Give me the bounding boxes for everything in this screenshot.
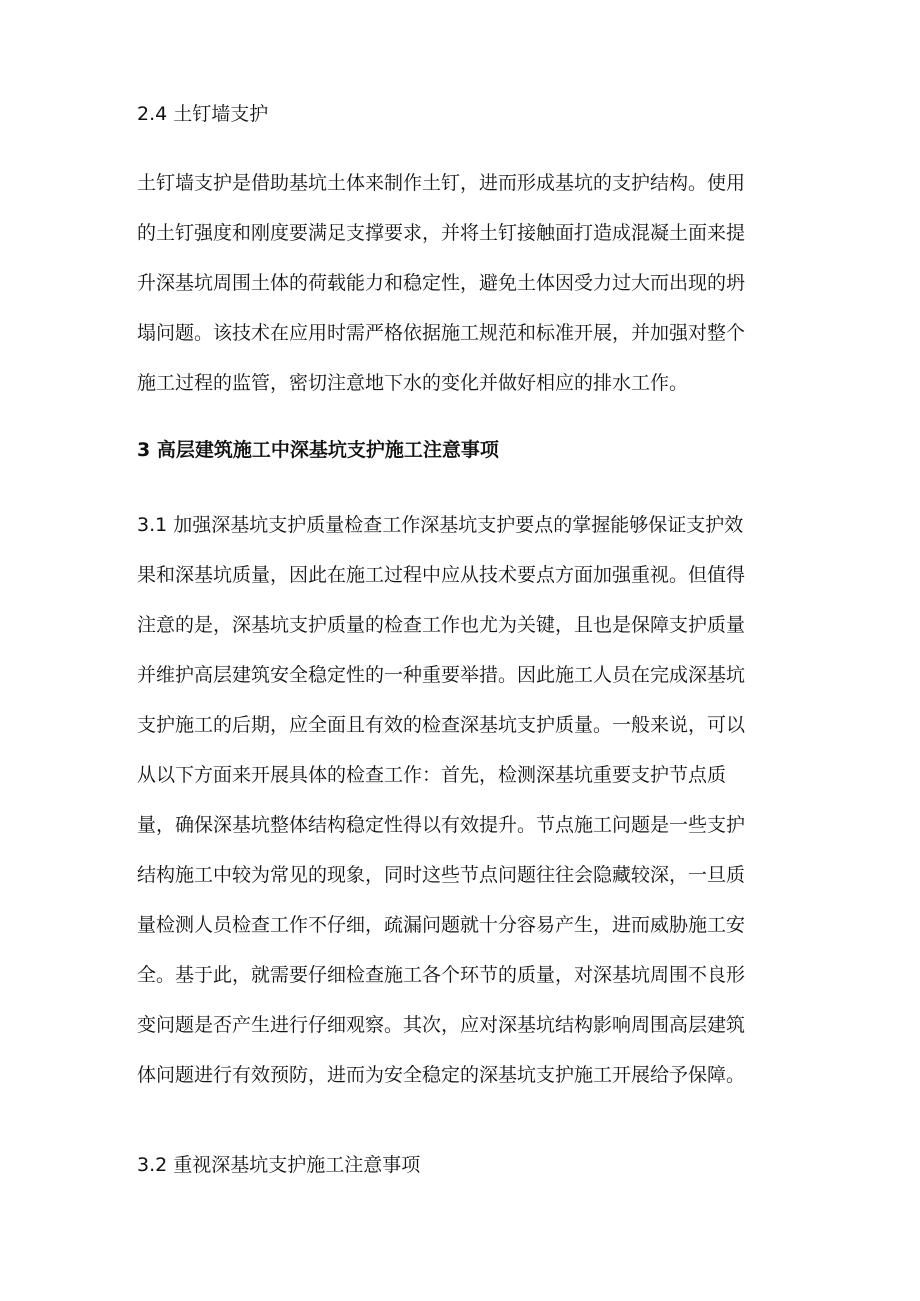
paragraph-line: 量，确保深基坑整体结构稳定性得以有效提升。节点施工问题是一些支护 xyxy=(137,814,746,836)
paragraph-line: 变问题是否产生进行仔细观察。其次，应对深基坑结构影响周围高层建筑 xyxy=(137,1014,746,1036)
paragraph-line: 塌问题。该技术在应用时需严格依据施工规范和标准开展，并加强对整个 xyxy=(137,322,746,344)
paragraph-line: 升深基坑周围土体的荷载能力和稳定性，避免土体因受力过大而出现的坍 xyxy=(137,272,746,294)
paragraph-line: 体问题进行有效预防，进而为安全稳定的深基坑支护施工开展给予保障。 xyxy=(137,1064,746,1086)
paragraph-line: 果和深基坑质量，因此在施工过程中应从技术要点方面加强重视。但值得 xyxy=(137,564,746,586)
paragraph-line: 注意的是，深基坑支护质量的检查工作也尤为关键，且也是保障支护质量 xyxy=(137,614,746,636)
paragraph-line: 3.1 加强深基坑支护质量检查工作深基坑支护要点的掌握能够保证支护效 xyxy=(137,514,744,536)
section-3-2-heading: 3.2 重视深基坑支护施工注意事项 xyxy=(137,1154,421,1176)
paragraph-line: 的土钉强度和刚度要满足支撑要求，并将土钉接触面打造成混凝土面来提 xyxy=(137,222,746,244)
paragraph-line: 并维护高层建筑安全稳定性的一种重要举措。因此施工人员在完成深基坑 xyxy=(137,664,746,686)
paragraph-line: 量检测人员检查工作不仔细，疏漏问题就十分容易产生，进而威胁施工安 xyxy=(137,914,746,936)
paragraph-line: 支护施工的后期，应全面且有效的检查深基坑支护质量。一般来说，可以 xyxy=(137,714,746,736)
paragraph-line: 土钉墙支护是借助基坑土体来制作土钉，进而形成基坑的支护结构。使用 xyxy=(137,172,746,194)
section-3-heading: 3 高层建筑施工中深基坑支护施工注意事项 xyxy=(137,439,499,461)
section-2-4-heading: 2.4 土钉墙支护 xyxy=(137,103,269,125)
paragraph-line: 全。基于此，就需要仔细检查施工各个环节的质量，对深基坑周围不良形 xyxy=(137,964,746,986)
paragraph-line: 从以下方面来开展具体的检查工作：首先，检测深基坑重要支护节点质 xyxy=(137,764,727,786)
paragraph-line: 施工过程的监管，密切注意地下水的变化并做好相应的排水工作。 xyxy=(137,372,689,394)
paragraph-line: 结构施工中较为常见的现象，同时这些节点问题往往会隐藏较深，一旦质 xyxy=(137,864,746,886)
